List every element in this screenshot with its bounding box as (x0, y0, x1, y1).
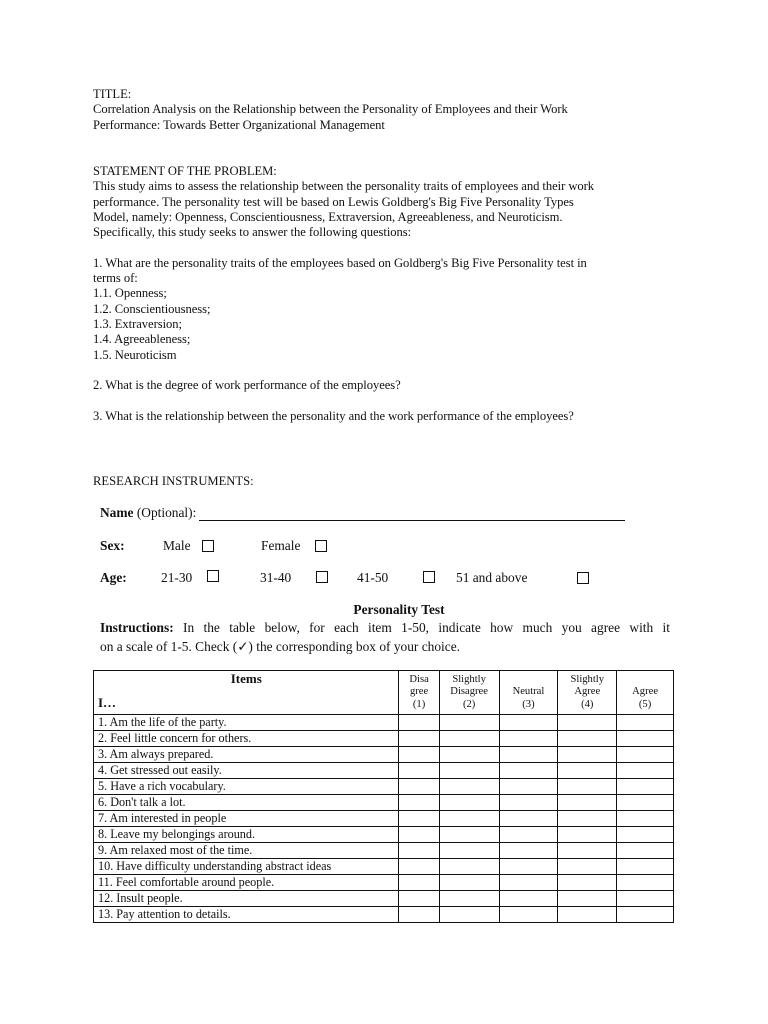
instructions-line-1: In the table below, for each item 1-50, indicate how much you agree with it (183, 620, 670, 635)
age-option-51-above: 51 and above (456, 570, 528, 585)
item-text-cell: 5. Have a rich vocabulary. (94, 779, 399, 795)
item-text-cell: 13. Pay attention to details. (94, 907, 399, 923)
rating-5-cell[interactable] (617, 715, 674, 731)
rating-1-cell[interactable] (399, 875, 439, 891)
item-text-cell: 7. Am interested in people (94, 811, 399, 827)
age-label: Age: (100, 570, 127, 585)
scale-header-line (502, 674, 556, 687)
rating-5-cell[interactable] (617, 731, 674, 747)
table-row (94, 891, 674, 907)
scale-header-line: Agree (632, 686, 659, 698)
rating-1-cell[interactable] (399, 907, 439, 923)
rating-5-cell[interactable] (617, 747, 674, 763)
table-header-row (94, 671, 674, 715)
table-row (94, 907, 674, 923)
question-1-line: terms of: (93, 271, 138, 286)
table-row (94, 715, 674, 731)
rating-2-cell[interactable] (439, 731, 499, 747)
items-column-header (94, 671, 399, 715)
rating-4-cell[interactable] (558, 731, 617, 747)
scale-header-line: Disagree (450, 686, 488, 698)
instructions-line-2: on a scale of 1-5. Check (✓) the corresponding box of your choice. (100, 639, 461, 654)
problem-intro-line: performance. The personality test will be based on Lewis Goldberg's Big Five Personality Types (93, 194, 574, 209)
rating-5-cell[interactable] (617, 891, 674, 907)
question-3: 3. What is the relationship between the personality and the work performance of the employees? (93, 408, 574, 423)
age-option-21-30: 21-30 (161, 570, 193, 585)
rating-2-cell[interactable] (439, 859, 499, 875)
rating-1-cell[interactable] (399, 731, 439, 747)
item-text-cell: 9. Am relaxed most of the time. (94, 843, 399, 859)
female-checkbox[interactable] (315, 540, 327, 552)
item-text-cell: 8. Leave my belongings around. (94, 827, 399, 843)
rating-1-cell[interactable] (399, 843, 439, 859)
question-1-subitem: 1.1. Openness; (93, 286, 167, 301)
rating-5-cell[interactable] (617, 907, 674, 923)
scale-header-line: Neutral (512, 686, 545, 698)
age-option-41-50: 41-50 (357, 570, 389, 585)
rating-1-cell[interactable] (399, 715, 439, 731)
scale-header-disagree (399, 671, 439, 715)
rating-1-cell[interactable] (399, 859, 439, 875)
scale-header-value: (1) (412, 698, 426, 710)
scale-header-line: gree (409, 686, 429, 698)
name-label: Name (100, 505, 134, 520)
rating-4-cell[interactable] (558, 779, 617, 795)
rating-3-cell[interactable] (499, 859, 558, 875)
instructions-label: Instructions: (100, 620, 174, 635)
items-subheader-label: I… (98, 695, 117, 710)
table-row (94, 795, 674, 811)
scale-header-line: Slightly (452, 673, 486, 685)
personality-test-instructions (100, 618, 670, 656)
rating-4-cell[interactable] (558, 747, 617, 763)
item-text-cell: 1. Am the life of the party. (94, 715, 399, 731)
rating-5-cell[interactable] (617, 875, 674, 891)
table-row (94, 763, 674, 779)
rating-3-cell[interactable] (499, 891, 558, 907)
table-row (94, 875, 674, 891)
rating-1-cell[interactable] (399, 747, 439, 763)
scale-header-slightly-agree (558, 671, 617, 715)
scale-header-value: (5) (638, 698, 652, 710)
table-row (94, 779, 674, 795)
item-text-cell: 6. Don't talk a lot. (94, 795, 399, 811)
age-31-40-checkbox[interactable] (316, 571, 328, 583)
rating-3-cell[interactable] (499, 827, 558, 843)
rating-1-cell[interactable] (399, 811, 439, 827)
rating-4-cell[interactable] (558, 891, 617, 907)
scale-header-neutral (499, 671, 558, 715)
title-heading: TITLE: (93, 87, 132, 101)
rating-3-cell[interactable] (499, 795, 558, 811)
item-text-cell: 3. Am always prepared. (94, 747, 399, 763)
personality-items-table (93, 670, 674, 923)
question-1-subitem: 1.5. Neuroticism (93, 347, 177, 362)
rating-5-cell[interactable] (617, 843, 674, 859)
rating-2-cell[interactable] (439, 891, 499, 907)
title-line: Performance: Towards Better Organizational Management (93, 117, 385, 132)
research-instruments-heading: RESEARCH INSTRUMENTS: (93, 474, 254, 488)
rating-2-cell[interactable] (439, 827, 499, 843)
table-row (94, 843, 674, 859)
scale-header-line: Disa (409, 673, 429, 685)
title-section (93, 87, 693, 133)
rating-3-cell[interactable] (499, 715, 558, 731)
question-2: 2. What is the degree of work performance of the employees? (93, 378, 401, 393)
rating-4-cell[interactable] (558, 811, 617, 827)
age-21-30-checkbox[interactable] (207, 570, 219, 582)
rating-2-cell[interactable] (439, 715, 499, 731)
rating-1-cell[interactable] (399, 891, 439, 907)
rating-5-cell[interactable] (617, 795, 674, 811)
scale-header-slightly-disagree (439, 671, 499, 715)
problem-section (93, 164, 693, 424)
scale-header-line (619, 674, 671, 687)
items-table-body (94, 715, 674, 923)
table-row (94, 811, 674, 827)
rating-4-cell[interactable] (558, 875, 617, 891)
title-line: Correlation Analysis on the Relationship between the Personality of Employees and their Work (93, 102, 568, 117)
rating-4-cell[interactable] (558, 859, 617, 875)
rating-3-cell[interactable] (499, 843, 558, 859)
item-text-cell: 2. Feel little concern for others. (94, 731, 399, 747)
rating-1-cell[interactable] (399, 779, 439, 795)
scale-header-value: (4) (581, 698, 594, 710)
problem-intro-line: This study aims to assess the relationship between the personality traits of employees and their work (93, 179, 595, 194)
rating-1-cell[interactable] (399, 827, 439, 843)
rating-5-cell[interactable] (617, 859, 674, 875)
scale-header-line: Slightly (570, 673, 605, 685)
problem-intro-line: Specifically, this study seeks to answer the following questions: (93, 225, 412, 240)
rating-1-cell[interactable] (399, 763, 439, 779)
rating-5-cell[interactable] (617, 763, 674, 779)
table-row (94, 827, 674, 843)
rating-3-cell[interactable] (499, 763, 558, 779)
question-1-line: 1. What are the personality traits of the employees based on Goldberg's Big Five Personality test in (93, 255, 587, 270)
rating-3-cell[interactable] (499, 779, 558, 795)
name-input-line[interactable] (199, 506, 625, 521)
rating-1-cell[interactable] (399, 795, 439, 811)
rating-4-cell[interactable] (558, 907, 617, 923)
rating-3-cell[interactable] (499, 747, 558, 763)
sex-option-male: Male (163, 538, 191, 553)
rating-3-cell[interactable] (499, 811, 558, 827)
scale-header-agree (617, 671, 674, 715)
name-row (100, 505, 625, 521)
rating-2-cell[interactable] (439, 763, 499, 779)
rating-4-cell[interactable] (558, 763, 617, 779)
table-row (94, 859, 674, 875)
personality-test-title: Personality Test (353, 602, 445, 617)
scale-header-value: (2) (462, 698, 476, 710)
item-text-cell: 12. Insult people. (94, 891, 399, 907)
age-41-50-checkbox[interactable] (423, 571, 435, 583)
scale-header-value: (3) (522, 698, 535, 710)
table-row (94, 731, 674, 747)
scale-header-line: Agree (574, 686, 601, 698)
question-1-subitem: 1.2. Conscientiousness; (93, 301, 211, 316)
rating-3-cell[interactable] (499, 731, 558, 747)
sex-label: Sex: (100, 538, 125, 553)
rating-5-cell[interactable] (617, 811, 674, 827)
rating-2-cell[interactable] (439, 795, 499, 811)
sex-option-female: Female (261, 538, 301, 553)
rating-4-cell[interactable] (558, 715, 617, 731)
question-1-subitem: 1.3. Extraversion; (93, 316, 182, 331)
rating-5-cell[interactable] (617, 779, 674, 795)
item-text-cell: 10. Have difficulty understanding abstract ideas (94, 859, 399, 875)
rating-3-cell[interactable] (499, 875, 558, 891)
rating-2-cell[interactable] (439, 747, 499, 763)
name-optional-label: (Optional): (136, 505, 197, 520)
rating-2-cell[interactable] (439, 811, 499, 827)
rating-5-cell[interactable] (617, 827, 674, 843)
rating-2-cell[interactable] (439, 843, 499, 859)
rating-2-cell[interactable] (439, 907, 499, 923)
problem-intro-line: Model, namely: Openness, Conscientiousness, Extraversion, Agreeableness, and Neuroticism. (93, 209, 563, 224)
age-option-31-40: 31-40 (260, 570, 292, 585)
items-header-label: Items (230, 671, 262, 686)
rating-2-cell[interactable] (439, 875, 499, 891)
question-1-subitem: 1.4. Agreeableness; (93, 332, 191, 347)
age-51-above-checkbox[interactable] (577, 572, 589, 584)
problem-heading: STATEMENT OF THE PROBLEM: (93, 164, 277, 178)
male-checkbox[interactable] (202, 540, 214, 552)
rating-3-cell[interactable] (499, 907, 558, 923)
item-text-cell: 11. Feel comfortable around people. (94, 875, 399, 891)
rating-2-cell[interactable] (439, 779, 499, 795)
table-row (94, 747, 674, 763)
rating-4-cell[interactable] (558, 843, 617, 859)
rating-4-cell[interactable] (558, 795, 617, 811)
rating-4-cell[interactable] (558, 827, 617, 843)
item-text-cell: 4. Get stressed out easily. (94, 763, 399, 779)
